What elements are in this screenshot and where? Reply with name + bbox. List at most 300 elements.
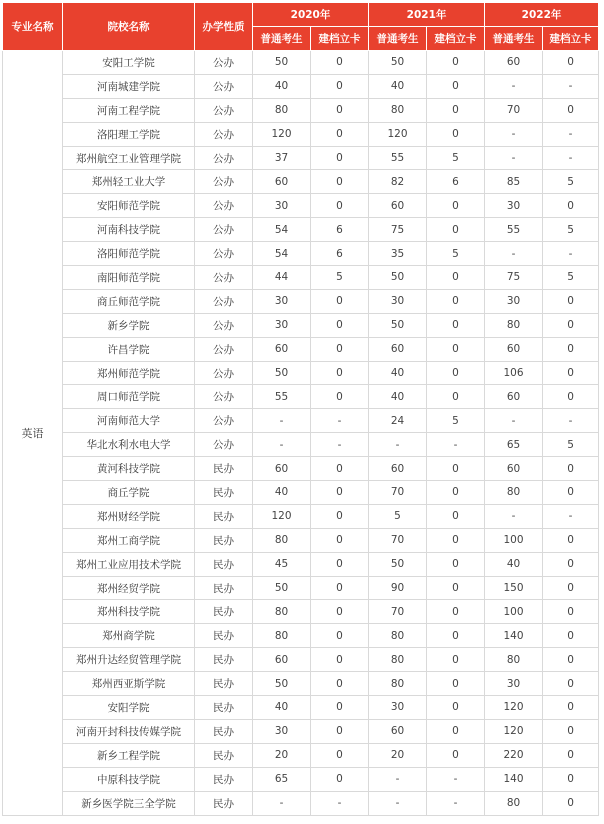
quota-cell-2020-regular: 40 <box>253 696 311 720</box>
school-type-cell: 民办 <box>195 624 253 648</box>
school-type-cell: 民办 <box>195 672 253 696</box>
quota-cell-2020-poverty: 0 <box>311 767 369 791</box>
quota-cell-2021-poverty: 0 <box>427 51 485 75</box>
quota-cell-2020-poverty: 0 <box>311 696 369 720</box>
quota-cell-2022-poverty: 0 <box>543 696 599 720</box>
quota-cell-2020-regular: 50 <box>253 51 311 75</box>
quota-cell-2021-regular: 60 <box>369 457 427 481</box>
quota-cell-2021-regular: - <box>369 767 427 791</box>
quota-cell-2020-regular: 65 <box>253 767 311 791</box>
quota-cell-2020-poverty: 6 <box>311 242 369 266</box>
quota-cell-2022-poverty: - <box>543 74 599 98</box>
quota-cell-2020-poverty: - <box>311 791 369 815</box>
table-row <box>3 170 599 194</box>
quota-cell-2021-regular: 5 <box>369 504 427 528</box>
table-row <box>3 361 599 385</box>
table-row <box>3 791 599 815</box>
table-row <box>3 266 599 290</box>
school-name-cell: 新乡学院 <box>63 313 195 337</box>
school-name-cell: 中原科技学院 <box>63 767 195 791</box>
quota-cell-2022-poverty: - <box>543 409 599 433</box>
school-name-cell: 洛阳理工学院 <box>63 122 195 146</box>
quota-cell-2022-regular: - <box>485 242 543 266</box>
quota-cell-2020-poverty: 0 <box>311 504 369 528</box>
table-row <box>3 98 599 122</box>
quota-cell-2020-poverty: 0 <box>311 385 369 409</box>
quota-cell-2022-poverty: 0 <box>543 743 599 767</box>
quota-cell-2020-regular: 120 <box>253 504 311 528</box>
quota-cell-2021-regular: 70 <box>369 481 427 505</box>
quota-cell-2021-regular: 90 <box>369 576 427 600</box>
quota-cell-2020-regular: 30 <box>253 719 311 743</box>
quota-cell-2022-regular: 100 <box>485 528 543 552</box>
quota-cell-2022-poverty: 0 <box>543 98 599 122</box>
quota-cell-2021-poverty: 0 <box>427 98 485 122</box>
school-name-cell: 商丘学院 <box>63 481 195 505</box>
quota-cell-2020-regular: 55 <box>253 385 311 409</box>
quota-cell-2021-regular: 50 <box>369 313 427 337</box>
school-name-cell: 河南工程学院 <box>63 98 195 122</box>
quota-cell-2020-poverty: 0 <box>311 170 369 194</box>
quota-cell-2021-regular: 80 <box>369 648 427 672</box>
school-type-cell: 公办 <box>195 266 253 290</box>
school-name-cell: 郑州航空工业管理学院 <box>63 146 195 170</box>
school-type-cell: 民办 <box>195 648 253 672</box>
quota-cell-2021-regular: 70 <box>369 528 427 552</box>
quota-cell-2021-poverty: 0 <box>427 743 485 767</box>
school-type-cell: 公办 <box>195 313 253 337</box>
quota-cell-2022-poverty: 0 <box>543 624 599 648</box>
header-year-2020: 2020年 <box>253 3 369 27</box>
header-2021-regular: 普通考生 <box>369 27 427 51</box>
quota-cell-2020-regular: 45 <box>253 552 311 576</box>
quota-cell-2021-regular: 80 <box>369 624 427 648</box>
quota-cell-2021-regular: 40 <box>369 361 427 385</box>
quota-cell-2021-poverty: 0 <box>427 218 485 242</box>
quota-cell-2022-regular: - <box>485 74 543 98</box>
quota-cell-2020-regular: 54 <box>253 242 311 266</box>
quota-cell-2022-poverty: - <box>543 504 599 528</box>
quota-cell-2020-regular: 120 <box>253 122 311 146</box>
quota-cell-2021-regular: 50 <box>369 51 427 75</box>
quota-cell-2020-regular: 20 <box>253 743 311 767</box>
quota-cell-2021-poverty: - <box>427 433 485 457</box>
quota-cell-2022-regular: 106 <box>485 361 543 385</box>
school-type-cell: 民办 <box>195 743 253 767</box>
table-row <box>3 51 599 75</box>
quota-cell-2022-regular: 85 <box>485 170 543 194</box>
quota-cell-2020-poverty: - <box>311 433 369 457</box>
school-type-cell: 民办 <box>195 576 253 600</box>
quota-cell-2021-regular: - <box>369 433 427 457</box>
quota-cell-2020-poverty: 0 <box>311 672 369 696</box>
school-type-cell: 民办 <box>195 528 253 552</box>
school-type-cell: 公办 <box>195 146 253 170</box>
quota-cell-2020-poverty: 0 <box>311 719 369 743</box>
quota-cell-2022-poverty: 0 <box>543 791 599 815</box>
quota-cell-2020-regular: 50 <box>253 672 311 696</box>
quota-cell-2022-regular: 80 <box>485 791 543 815</box>
quota-cell-2022-poverty: 0 <box>543 767 599 791</box>
header-2020-poverty: 建档立卡 <box>311 27 369 51</box>
school-name-cell: 郑州升达经贸管理学院 <box>63 648 195 672</box>
quota-cell-2022-poverty: 0 <box>543 385 599 409</box>
table-row <box>3 194 599 218</box>
major-name-cell: 英语 <box>3 51 63 816</box>
quota-cell-2022-regular: 140 <box>485 767 543 791</box>
quota-cell-2022-regular: 30 <box>485 672 543 696</box>
table-row <box>3 313 599 337</box>
quota-cell-2021-regular: 35 <box>369 242 427 266</box>
quota-cell-2021-poverty: 5 <box>427 146 485 170</box>
quota-cell-2020-regular: 80 <box>253 624 311 648</box>
quota-cell-2022-regular: - <box>485 146 543 170</box>
school-type-cell: 民办 <box>195 457 253 481</box>
school-type-cell: 民办 <box>195 504 253 528</box>
quota-cell-2021-regular: 60 <box>369 719 427 743</box>
header-year-2022: 2022年 <box>485 3 599 27</box>
school-type-cell: 公办 <box>195 122 253 146</box>
table-row <box>3 576 599 600</box>
quota-cell-2020-poverty: 0 <box>311 313 369 337</box>
quota-cell-2022-regular: 60 <box>485 337 543 361</box>
school-name-cell: 安阳师范学院 <box>63 194 195 218</box>
school-type-cell: 公办 <box>195 51 253 75</box>
quota-cell-2021-poverty: 0 <box>427 624 485 648</box>
quota-cell-2021-poverty: 0 <box>427 385 485 409</box>
quota-cell-2021-poverty: 0 <box>427 648 485 672</box>
quota-cell-2021-poverty: 0 <box>427 504 485 528</box>
quota-cell-2021-regular: 30 <box>369 696 427 720</box>
school-type-cell: 公办 <box>195 361 253 385</box>
quota-cell-2021-regular: 82 <box>369 170 427 194</box>
quota-cell-2021-poverty: 0 <box>427 74 485 98</box>
quota-cell-2020-regular: 80 <box>253 600 311 624</box>
quota-cell-2022-poverty: 0 <box>543 600 599 624</box>
quota-cell-2021-poverty: 6 <box>427 170 485 194</box>
quota-cell-2022-poverty: 0 <box>543 337 599 361</box>
school-type-cell: 公办 <box>195 218 253 242</box>
quota-cell-2020-poverty: - <box>311 409 369 433</box>
school-name-cell: 河南科技学院 <box>63 218 195 242</box>
quota-cell-2022-regular: 100 <box>485 600 543 624</box>
quota-cell-2022-regular: 150 <box>485 576 543 600</box>
table-body <box>3 51 599 816</box>
table-row <box>3 624 599 648</box>
quota-cell-2020-regular: - <box>253 433 311 457</box>
quota-cell-2022-poverty: 0 <box>543 361 599 385</box>
school-name-cell: 新乡工程学院 <box>63 743 195 767</box>
school-name-cell: 郑州西亚斯学院 <box>63 672 195 696</box>
quota-cell-2021-poverty: 0 <box>427 552 485 576</box>
quota-cell-2022-regular: - <box>485 122 543 146</box>
school-type-cell: 民办 <box>195 696 253 720</box>
quota-cell-2021-regular: 40 <box>369 385 427 409</box>
quota-cell-2020-regular: 54 <box>253 218 311 242</box>
header-major: 专业名称 <box>3 3 63 51</box>
school-type-cell: 公办 <box>195 170 253 194</box>
quota-cell-2020-regular: 80 <box>253 528 311 552</box>
quota-cell-2022-poverty: 5 <box>543 266 599 290</box>
quota-cell-2020-regular: 60 <box>253 170 311 194</box>
table-row <box>3 409 599 433</box>
quota-cell-2021-poverty: 0 <box>427 266 485 290</box>
school-name-cell: 商丘师范学院 <box>63 289 195 313</box>
school-name-cell: 华北水利水电大学 <box>63 433 195 457</box>
school-name-cell: 南阳师范学院 <box>63 266 195 290</box>
quota-cell-2022-regular: 60 <box>485 457 543 481</box>
school-name-cell: 河南开封科技传媒学院 <box>63 719 195 743</box>
quota-cell-2020-poverty: 0 <box>311 528 369 552</box>
quota-cell-2022-poverty: 5 <box>543 170 599 194</box>
school-name-cell: 郑州财经学院 <box>63 504 195 528</box>
quota-cell-2022-poverty: 5 <box>543 433 599 457</box>
table-row <box>3 289 599 313</box>
quota-cell-2020-regular: 30 <box>253 313 311 337</box>
quota-cell-2020-poverty: 0 <box>311 552 369 576</box>
quota-cell-2022-poverty: 0 <box>543 313 599 337</box>
quota-cell-2022-regular: - <box>485 409 543 433</box>
quota-cell-2020-poverty: 0 <box>311 194 369 218</box>
table-row <box>3 696 599 720</box>
quota-cell-2022-poverty: - <box>543 122 599 146</box>
quota-cell-2022-poverty: 0 <box>543 576 599 600</box>
quota-cell-2021-poverty: 0 <box>427 696 485 720</box>
quota-cell-2020-poverty: 0 <box>311 648 369 672</box>
quota-cell-2022-poverty: - <box>543 242 599 266</box>
quota-cell-2020-poverty: 0 <box>311 146 369 170</box>
quota-cell-2022-regular: 40 <box>485 552 543 576</box>
quota-cell-2021-poverty: 0 <box>427 122 485 146</box>
quota-cell-2022-poverty: 0 <box>543 719 599 743</box>
quota-cell-2021-poverty: 5 <box>427 409 485 433</box>
quota-cell-2022-regular: 80 <box>485 648 543 672</box>
quota-cell-2021-regular: 60 <box>369 337 427 361</box>
table-row <box>3 719 599 743</box>
header-2020-regular: 普通考生 <box>253 27 311 51</box>
table-row <box>3 385 599 409</box>
school-name-cell: 河南城建学院 <box>63 74 195 98</box>
table-row <box>3 74 599 98</box>
quota-cell-2022-regular: 70 <box>485 98 543 122</box>
quota-cell-2022-poverty: 0 <box>543 528 599 552</box>
table-row <box>3 648 599 672</box>
quota-cell-2020-poverty: 5 <box>311 266 369 290</box>
table-row <box>3 504 599 528</box>
header-school-type: 办学性质 <box>195 3 253 51</box>
quota-cell-2022-regular: 120 <box>485 719 543 743</box>
table-row <box>3 743 599 767</box>
quota-cell-2021-poverty: 0 <box>427 194 485 218</box>
quota-cell-2022-regular: 220 <box>485 743 543 767</box>
school-type-cell: 公办 <box>195 194 253 218</box>
quota-cell-2021-poverty: 0 <box>427 528 485 552</box>
quota-cell-2020-poverty: 0 <box>311 624 369 648</box>
quota-cell-2022-poverty: 0 <box>543 194 599 218</box>
header-2021-poverty: 建档立卡 <box>427 27 485 51</box>
quota-cell-2021-poverty: 0 <box>427 576 485 600</box>
school-type-cell: 公办 <box>195 98 253 122</box>
school-name-cell: 郑州工商学院 <box>63 528 195 552</box>
quota-cell-2020-poverty: 0 <box>311 122 369 146</box>
quota-cell-2022-poverty: - <box>543 146 599 170</box>
quota-cell-2020-poverty: 0 <box>311 481 369 505</box>
quota-cell-2021-regular: 20 <box>369 743 427 767</box>
quota-cell-2021-poverty: 0 <box>427 672 485 696</box>
quota-cell-2021-poverty: 0 <box>427 457 485 481</box>
quota-cell-2021-poverty: 5 <box>427 242 485 266</box>
quota-cell-2021-poverty: 0 <box>427 337 485 361</box>
quota-cell-2020-regular: 60 <box>253 337 311 361</box>
school-name-cell: 郑州工业应用技术学院 <box>63 552 195 576</box>
header-year-2021: 2021年 <box>369 3 485 27</box>
quota-cell-2021-regular: 75 <box>369 218 427 242</box>
quota-cell-2020-poverty: 0 <box>311 361 369 385</box>
table-row <box>3 552 599 576</box>
quota-cell-2020-regular: 80 <box>253 98 311 122</box>
quota-cell-2022-regular: 120 <box>485 696 543 720</box>
quota-cell-2022-poverty: 0 <box>543 672 599 696</box>
table-row <box>3 122 599 146</box>
quota-cell-2022-poverty: 0 <box>543 648 599 672</box>
school-name-cell: 新乡医学院三全学院 <box>63 791 195 815</box>
quota-cell-2020-regular: 60 <box>253 648 311 672</box>
table-row <box>3 600 599 624</box>
quota-cell-2022-poverty: 0 <box>543 457 599 481</box>
quota-cell-2020-poverty: 0 <box>311 337 369 361</box>
quota-cell-2022-poverty: 5 <box>543 218 599 242</box>
header-school: 院校名称 <box>63 3 195 51</box>
quota-cell-2022-poverty: 0 <box>543 289 599 313</box>
quota-cell-2021-regular: 40 <box>369 74 427 98</box>
quota-cell-2020-poverty: 6 <box>311 218 369 242</box>
quota-cell-2020-poverty: 0 <box>311 457 369 481</box>
quota-cell-2021-poverty: 0 <box>427 289 485 313</box>
quota-cell-2021-poverty: 0 <box>427 719 485 743</box>
quota-cell-2021-poverty: 0 <box>427 481 485 505</box>
school-name-cell: 河南师范大学 <box>63 409 195 433</box>
school-type-cell: 民办 <box>195 481 253 505</box>
school-type-cell: 公办 <box>195 433 253 457</box>
quota-cell-2020-poverty: 0 <box>311 576 369 600</box>
quota-cell-2022-regular: 60 <box>485 385 543 409</box>
quota-cell-2022-regular: 80 <box>485 313 543 337</box>
quota-cell-2021-regular: 80 <box>369 672 427 696</box>
school-name-cell: 黄河科技学院 <box>63 457 195 481</box>
quota-cell-2020-poverty: 0 <box>311 74 369 98</box>
quota-cell-2021-regular: 70 <box>369 600 427 624</box>
school-name-cell: 郑州轻工业大学 <box>63 170 195 194</box>
quota-cell-2020-regular: 37 <box>253 146 311 170</box>
table-row <box>3 146 599 170</box>
quota-cell-2022-regular: 65 <box>485 433 543 457</box>
quota-cell-2021-regular: - <box>369 791 427 815</box>
table-row <box>3 528 599 552</box>
quota-cell-2021-regular: 60 <box>369 194 427 218</box>
school-name-cell: 周口师范学院 <box>63 385 195 409</box>
school-type-cell: 民办 <box>195 767 253 791</box>
quota-cell-2022-poverty: 0 <box>543 481 599 505</box>
table-row <box>3 481 599 505</box>
quota-cell-2022-regular: 75 <box>485 266 543 290</box>
quota-cell-2022-regular: - <box>485 504 543 528</box>
quota-cell-2020-regular: - <box>253 791 311 815</box>
quota-cell-2020-regular: 40 <box>253 74 311 98</box>
quota-cell-2021-regular: 24 <box>369 409 427 433</box>
quota-cell-2021-regular: 50 <box>369 552 427 576</box>
quota-cell-2021-regular: 55 <box>369 146 427 170</box>
table-row <box>3 433 599 457</box>
school-type-cell: 公办 <box>195 385 253 409</box>
quota-cell-2020-poverty: 0 <box>311 600 369 624</box>
quota-cell-2021-poverty: 0 <box>427 361 485 385</box>
quota-cell-2021-poverty: 0 <box>427 313 485 337</box>
table-row <box>3 672 599 696</box>
quota-cell-2020-regular: 30 <box>253 289 311 313</box>
quota-cell-2021-poverty: 0 <box>427 600 485 624</box>
quota-cell-2022-regular: 30 <box>485 289 543 313</box>
school-name-cell: 郑州师范学院 <box>63 361 195 385</box>
header-2022-poverty: 建档立卡 <box>543 27 599 51</box>
quota-cell-2020-regular: - <box>253 409 311 433</box>
quota-cell-2022-regular: 30 <box>485 194 543 218</box>
school-type-cell: 公办 <box>195 337 253 361</box>
quota-cell-2021-regular: 80 <box>369 98 427 122</box>
table-row <box>3 457 599 481</box>
quota-cell-2020-regular: 50 <box>253 576 311 600</box>
quota-cell-2022-poverty: 0 <box>543 552 599 576</box>
quota-cell-2022-regular: 80 <box>485 481 543 505</box>
table-row <box>3 218 599 242</box>
school-name-cell: 郑州科技学院 <box>63 600 195 624</box>
school-type-cell: 民办 <box>195 719 253 743</box>
school-type-cell: 民办 <box>195 600 253 624</box>
school-name-cell: 许昌学院 <box>63 337 195 361</box>
school-name-cell: 安阳工学院 <box>63 51 195 75</box>
quota-cell-2022-regular: 60 <box>485 51 543 75</box>
header-2022-regular: 普通考生 <box>485 27 543 51</box>
quota-cell-2020-regular: 44 <box>253 266 311 290</box>
quota-cell-2021-regular: 30 <box>369 289 427 313</box>
quota-cell-2020-poverty: 0 <box>311 289 369 313</box>
school-type-cell: 公办 <box>195 74 253 98</box>
school-name-cell: 郑州商学院 <box>63 624 195 648</box>
school-type-cell: 公办 <box>195 289 253 313</box>
school-name-cell: 洛阳师范学院 <box>63 242 195 266</box>
quota-cell-2022-regular: 140 <box>485 624 543 648</box>
quota-cell-2020-regular: 40 <box>253 481 311 505</box>
quota-cell-2021-poverty: - <box>427 767 485 791</box>
table-row <box>3 242 599 266</box>
quota-cell-2020-poverty: 0 <box>311 743 369 767</box>
quota-cell-2020-regular: 50 <box>253 361 311 385</box>
school-name-cell: 安阳学院 <box>63 696 195 720</box>
quota-cell-2021-regular: 120 <box>369 122 427 146</box>
quota-cell-2021-poverty: - <box>427 791 485 815</box>
quota-cell-2020-poverty: 0 <box>311 51 369 75</box>
quota-cell-2021-regular: 50 <box>369 266 427 290</box>
school-type-cell: 公办 <box>195 242 253 266</box>
school-type-cell: 民办 <box>195 791 253 815</box>
school-type-cell: 民办 <box>195 552 253 576</box>
quota-cell-2022-poverty: 0 <box>543 51 599 75</box>
quota-cell-2020-regular: 30 <box>253 194 311 218</box>
admission-table <box>2 2 599 816</box>
table-row <box>3 337 599 361</box>
quota-cell-2020-poverty: 0 <box>311 98 369 122</box>
school-name-cell: 郑州经贸学院 <box>63 576 195 600</box>
quota-cell-2020-regular: 60 <box>253 457 311 481</box>
